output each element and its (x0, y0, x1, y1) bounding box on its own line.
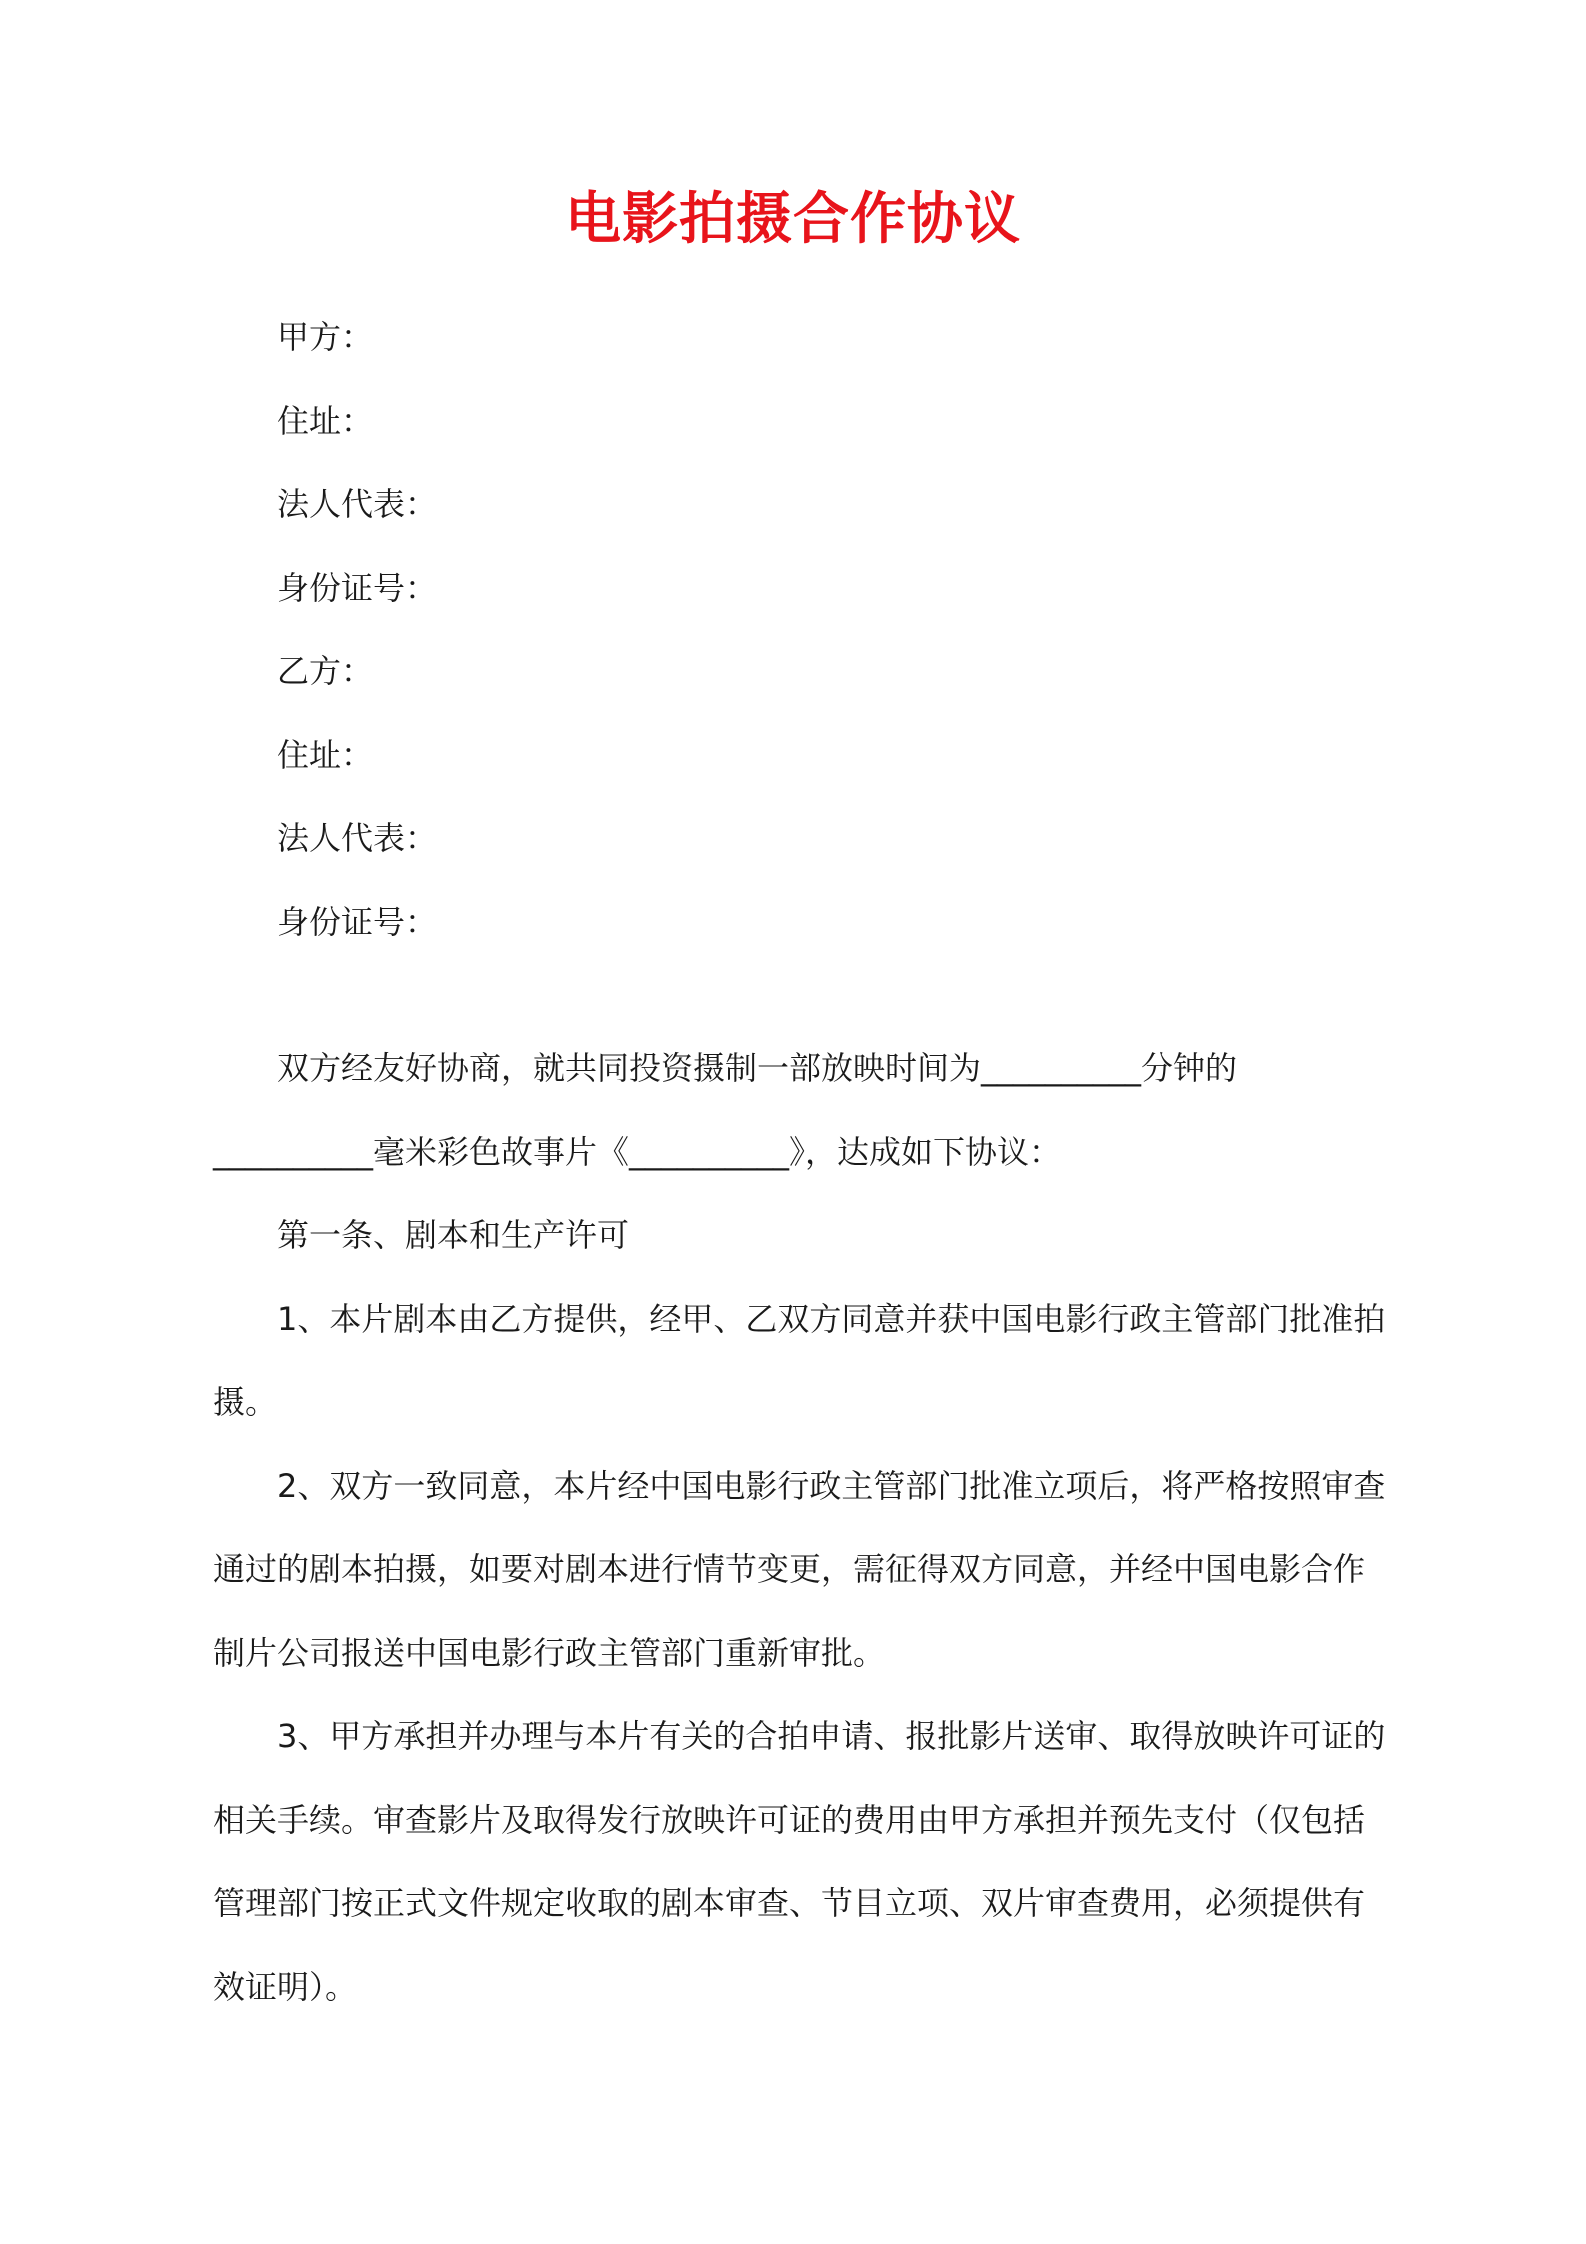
article-1-item-2-line-2: 通过的剧本拍摄，如要对剧本进行情节变更，需征得双方同意，并经中国电影合作 (213, 1550, 1366, 1588)
article-1-item-3-line-3: 管理部门按正式文件规定收取的剧本审查、节目立项、双片审查费用，必须提供有 (213, 1884, 1366, 1922)
article-1-item-2-line-1: 2、双方一致同意，本片经中国电影行政主管部门批准立项后，将严格按照审查 (277, 1466, 1386, 1505)
document-title: 电影拍摄合作协议 (565, 187, 1021, 252)
party-a-name-label: 甲方： (277, 318, 374, 356)
document-body (213, 296, 1386, 2029)
article-1-item-1-line-1: 1、本片剧本由乙方提供，经甲、乙双方同意并获中国电影行政主管部门批准拍 (277, 1299, 1386, 1338)
party-a-id-label: 身份证号： (277, 568, 438, 607)
party-b-address-label: 住址： (277, 735, 374, 774)
intro-line-2: __________毫米彩色故事片《__________》，达成如下协议： (213, 1132, 1062, 1171)
party-b-id-label: 身份证号： (277, 902, 438, 941)
party-a-address-label: 住址： (277, 401, 374, 440)
party-b-legal-rep-label: 法人代表： (277, 819, 438, 857)
article-1-item-2-line-3: 制片公司报送中国电影行政主管部门重新审批。 (213, 1633, 886, 1672)
article-1-item-3-line-4: 效证明）。 (213, 1967, 358, 2006)
article-1-heading: 第一条、剧本和生产许可 (277, 1216, 630, 1254)
article-1-item-1-line-2: 摄。 (213, 1383, 278, 1421)
party-a-legal-rep-label: 法人代表： (277, 485, 438, 523)
party-b-name-label: 乙方： (277, 652, 374, 690)
article-1-item-3-line-2: 相关手续。审查影片及取得发行放映许可证的费用由甲方承担并预先支付（仅包括 (213, 1800, 1366, 1839)
intro-line-1: 双方经友好协商，就共同投资摄制一部放映时间为__________分钟的 (277, 1049, 1238, 1087)
article-1-item-3-line-1: 3、甲方承担并办理与本片有关的合拍申请、报批影片送审、取得放映许可证的 (277, 1717, 1386, 1755)
section-spacer (213, 964, 1383, 1027)
